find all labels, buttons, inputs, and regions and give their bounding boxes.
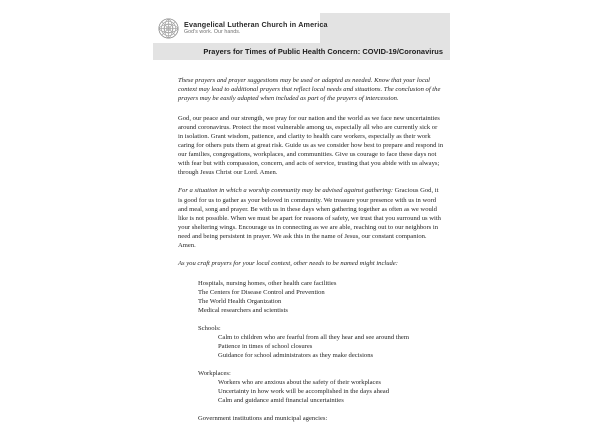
- needs-group-schools: [178, 324, 444, 360]
- prayer-two-block: [178, 186, 444, 249]
- list-item: The World Health Organization: [198, 297, 282, 305]
- craft-note: As you craft prayers for your local context, other needs to be named might include:: [178, 259, 398, 267]
- elca-logo-wordmark: [184, 21, 328, 36]
- list-item: Uncertainty in how work will be accomplished in the days ahead: [218, 388, 390, 396]
- organization-tagline: God's work. Our hands.: [184, 29, 241, 36]
- list-item: Calm to children who are fearful from all they hear and see around them: [218, 334, 409, 342]
- group-heading: Workplaces:: [198, 370, 231, 378]
- document-title: Prayers for Times of Public Health Concern: COVID-19/Coronavirus: [203, 47, 443, 56]
- list-item: Hospitals, nursing homes, other health care facilities: [198, 279, 337, 287]
- needs-group-government: [178, 414, 444, 423]
- list-item: Medical researchers and scientists: [198, 306, 288, 314]
- list-item: Patience in times of school closures: [218, 343, 313, 351]
- prayer-one-text: God, our peace and our strength, we pray for our nation and the world as we face new uncertainties around coronavirus. Protect the most vulnerable among us, especially all who are currently sick or in isolation. Grant wisdom, patience, and clarity to health care workers, especially as their work caring for others puts them at great risk. Guide us as we consider how best to prepare and respond in our families, congregations, workplaces, and communities. Give us courage to face these days not with fear but with compassion, concern, and acts of service, trusting that you abide with us always; through Jesus Christ our Lord. Amen.: [178, 115, 444, 177]
- group-heading: Schools:: [198, 325, 221, 333]
- elca-celtic-cross-icon: [158, 18, 179, 39]
- needs-group-workplaces: [178, 369, 444, 405]
- group-heading: Government institutions and municipal agencies:: [198, 415, 328, 423]
- document-header-band: [153, 13, 450, 60]
- list-item: Calm and guidance amid financial uncertainties: [218, 397, 344, 405]
- elca-logo-box: [153, 13, 328, 43]
- intro-note: These prayers and prayer suggestions may be used or adapted as needed. Know that your local context may lead to additional prayers that reflect local needs and situations. The conclusion of the prayers may be easily adapted when included as part of the prayers of intercession.: [178, 77, 441, 103]
- prayer-two-text: Gracious God, it is good for us to gather as your beloved in community. We treasure your presence with us in word and meal, song and prayer. Be with us in these days when gathering together as often as we would like is not possible. When we must be apart for reasons of safety, we trust that you surround us with your sheltering wings. Encourage us in connecting as we are able, reaching out to our neighbors in need and being persistent in prayer. We ask this in the name of Jesus, our constant companion. Amen.: [178, 187, 441, 249]
- list-item: The Centers for Disease Control and Prevention: [198, 288, 325, 296]
- organization-name: Evangelical Lutheran Church in America: [184, 19, 328, 29]
- document-body: [178, 76, 444, 432]
- general-needs-list: [178, 279, 444, 315]
- list-item: Workers who are anxious about the safety of their workplaces: [218, 379, 381, 387]
- prayer-two-rubric: For a situation in which a worship community may be advised against gathering:: [178, 187, 394, 195]
- list-item: Guidance for school administrators as they make decisions: [218, 352, 374, 360]
